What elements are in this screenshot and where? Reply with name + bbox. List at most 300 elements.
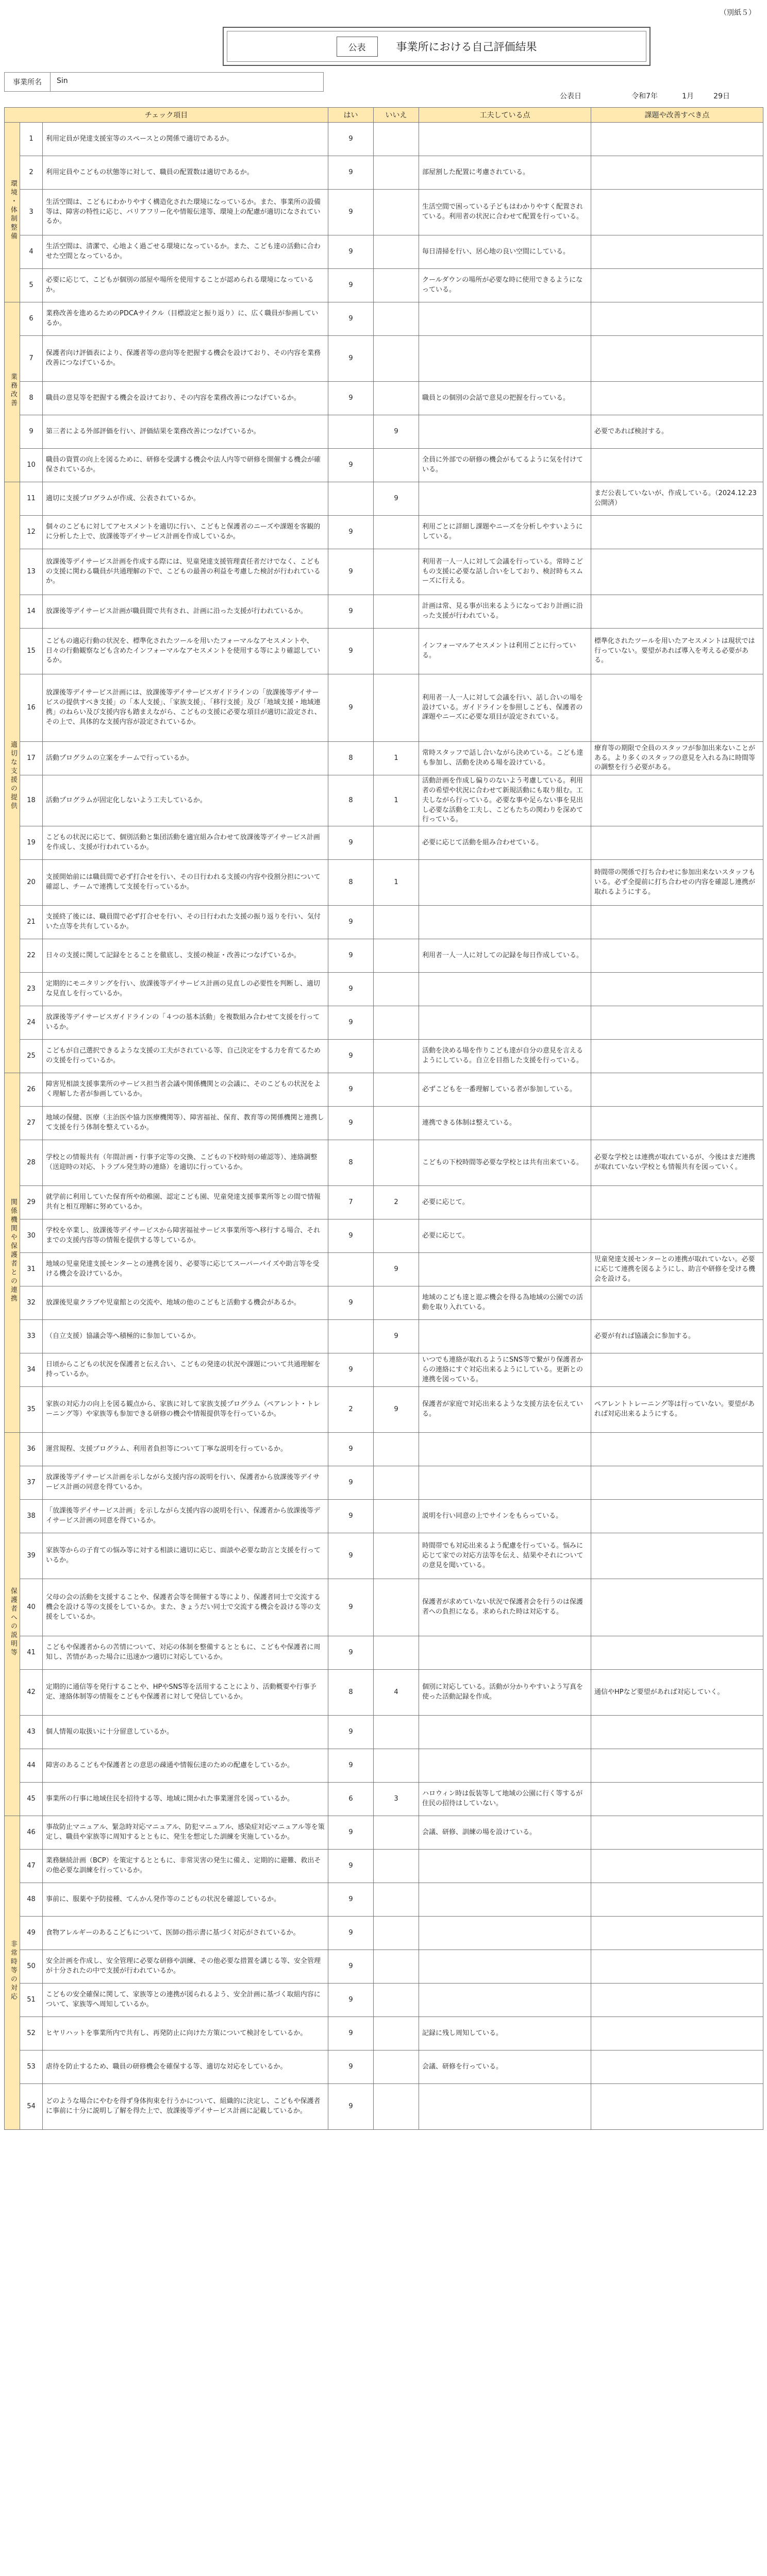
efforts-cell [419, 302, 591, 336]
row-number: 10 [20, 449, 43, 482]
improve-cell [591, 1500, 763, 1533]
row-number: 2 [20, 156, 43, 190]
check-item: 適切に支援プログラムが作成、公表されているか。 [43, 482, 328, 516]
table-row [5, 269, 763, 302]
check-item: 父母の会の活動を支援することや、保護者会等を開催する等により、保護者同士で交流する機会を設ける等の支援をしているか。また、きょうだい同士で交流する機会を設ける等の支援をしているか。 [43, 1579, 328, 1636]
check-item: 職員の資質の向上を図るために、研修を受講する機会や法人内等で研修を開催する機会が確保されているか。 [43, 449, 328, 482]
category-label: 保護者への説明等 [9, 1587, 17, 1658]
check-item: 運営規程、支援プログラム、利用者負担等について丁寧な説明を行っているか。 [43, 1433, 328, 1466]
row-number: 38 [20, 1500, 43, 1533]
evaluation-table [4, 107, 763, 2130]
no-count [374, 1950, 419, 1984]
check-item: 事業所の行事に地域住民を招待する等、地域に開かれた事業運営を図っているか。 [43, 1783, 328, 1816]
efforts-cell: 時間帯でも対応出来るよう配慮を行っている。悩みに応じて家での対応方法等を伝え、結果やそれについての意見を聞いている。 [419, 1533, 591, 1579]
efforts-cell: 部屋割した配置に考慮されている。 [419, 156, 591, 190]
improve-cell [591, 1984, 763, 2017]
check-item: 定期的に通信等を発行することや、HPやSNS等を活用することにより、活動概要や行事予定、連絡体制等の情報をこどもや保護者に対して発信しているか。 [43, 1670, 328, 1716]
efforts-cell [419, 1984, 591, 2017]
yes-count: 9 [328, 1353, 374, 1387]
no-count [374, 1716, 419, 1749]
efforts-cell: 全員に外部での研修の機会がもてるように気を付けている。 [419, 449, 591, 482]
efforts-cell [419, 1883, 591, 1917]
improve-cell [591, 973, 763, 1006]
yes-count: 8 [328, 1670, 374, 1716]
yes-count: 7 [328, 1186, 374, 1219]
check-item: 地域の保健、医療（主治医や協力医療機関等）、障害福祉、保育、教育等の関係機関と連携して支援を行う体制を整えているか。 [43, 1107, 328, 1140]
improve-cell: まだ公表していないが、作成している。（2024.12.23公開済） [591, 482, 763, 516]
improve-cell [591, 1433, 763, 1466]
yes-count: 9 [328, 1950, 374, 1984]
no-count [374, 629, 419, 674]
efforts-cell: 連携できる体制は整えている。 [419, 1107, 591, 1140]
table-row [5, 2017, 763, 2050]
check-item: 学校との情報共有（年間計画・行事予定等の交換、こどもの下校時刻の確認等）、連絡調整（送迎時の対応、トラブル発生時の連絡）を適切に行っているか。 [43, 1140, 328, 1186]
table-header-row [5, 108, 763, 123]
yes-count [328, 1320, 374, 1353]
no-count [374, 939, 419, 973]
efforts-cell: いつでも連絡が取れるようにSNS等で繋がり保護者からの連絡にすぐ対応出来るようにしている。更新との連携を図っている。 [419, 1353, 591, 1387]
improve-cell [591, 1219, 763, 1253]
no-count [374, 269, 419, 302]
yes-count: 6 [328, 1783, 374, 1816]
check-item: 安全計画を作成し、安全管理に必要な研修や訓練、その他必要な措置を講じる等、安全管理が十分されたの中で支援が行われているか。 [43, 1950, 328, 1984]
table-row [5, 156, 763, 190]
no-count: 3 [374, 1783, 419, 1816]
row-number: 36 [20, 1433, 43, 1466]
check-item: 放課後等デイサービス計画を作成する際には、児童発達支援管理責任者だけでなく、こどもの支援に関わる職員が共通理解の下で、こどもの最善の利益を考慮した検討が行われているか。 [43, 549, 328, 595]
yes-count: 9 [328, 1917, 374, 1950]
improve-cell [591, 382, 763, 415]
no-count [374, 1219, 419, 1253]
table-row [5, 549, 763, 595]
publish-date-era-year: 令和7年 [631, 92, 658, 100]
check-item: 事故防止マニュアル、緊急時対応マニュアル、防犯マニュアル、感染症対応マニュアル等を策定し、職員や家族等に周知するとともに、発生を想定した訓練を実施しているか。 [43, 1816, 328, 1850]
improve-cell: ペアレントトレーニング等は行っていない。要望があれば対応出来るようにする。 [591, 1387, 763, 1433]
check-item: 就学前に利用していた保育所や幼稚園、認定こども園、児童発達支援事業所等との間で情報共有と相互理解に努めているか。 [43, 1186, 328, 1219]
improve-cell [591, 1950, 763, 1984]
table-row [5, 1040, 763, 1073]
category-cell [5, 482, 20, 1073]
improve-cell: 必要な学校とは連携が取れているが、今後はまだ連携が取れていない学校とも情報共有を図っていく。 [591, 1140, 763, 1186]
header-no: いいえ [374, 108, 419, 123]
yes-count: 8 [328, 775, 374, 826]
table-row [5, 1186, 763, 1219]
efforts-cell: 職員との個別の会話で意見の把握を行っている。 [419, 382, 591, 415]
check-item: 家族の対応力の向上を図る観点から、家族に対して家族支援プログラム（ペアレント・トレーニング等）や家族等も参加できる研修の機会や情報提供等を行っているか。 [43, 1387, 328, 1433]
row-number: 6 [20, 302, 43, 336]
check-item: 学校を卒業し、放課後等デイサービスから障害福祉サービス事業所等へ移行する場合、それまでの支援内容等の情報を提供する等しているか。 [43, 1219, 328, 1253]
no-count [374, 1984, 419, 2017]
check-item: 定期的にモニタリングを行い、放課後等デイサービス計画の見直しの必要性を判断し、適切な見直しを行っているか。 [43, 973, 328, 1006]
yes-count: 2 [328, 1387, 374, 1433]
check-item: 生活空間は、清潔で、心地よく過ごせる環境になっているか。また、こども達の活動に合わせた空間となっているか。 [43, 235, 328, 269]
row-number: 21 [20, 906, 43, 939]
table-row [5, 826, 763, 860]
table-row [5, 1140, 763, 1186]
yes-count [328, 415, 374, 449]
improve-cell [591, 826, 763, 860]
efforts-cell [419, 1320, 591, 1353]
improve-cell: 時間帯の関係で打ち合わせに参加出来ないスタッフもいる。必ず全提前に打ち合わせの内容を確認し連携が取れるようにする。 [591, 860, 763, 906]
row-number: 7 [20, 336, 43, 382]
row-number: 4 [20, 235, 43, 269]
no-count: 9 [374, 1320, 419, 1353]
improve-cell [591, 1716, 763, 1749]
row-number: 42 [20, 1670, 43, 1716]
efforts-cell [419, 973, 591, 1006]
row-number: 29 [20, 1186, 43, 1219]
efforts-cell [419, 1950, 591, 1984]
check-item: 第三者による外部評価を行い、評価結果を業務改善につなげているか。 [43, 415, 328, 449]
yes-count: 8 [328, 742, 374, 775]
efforts-cell [419, 1917, 591, 1950]
improve-cell [591, 516, 763, 549]
improve-cell [591, 190, 763, 235]
table-row [5, 973, 763, 1006]
check-item: 利用定員やこどもの状態等に対して、職員の配置数は適切であるか。 [43, 156, 328, 190]
improve-cell [591, 595, 763, 629]
row-number: 23 [20, 973, 43, 1006]
table-body [5, 123, 763, 2130]
improve-cell: 通信やHPなど要望があれば対応していく。 [591, 1670, 763, 1716]
no-count [374, 906, 419, 939]
row-number: 24 [20, 1006, 43, 1040]
efforts-cell: 利用ごとに詳細し課題やニーズを分析しやすいようにしている。 [419, 516, 591, 549]
no-count [374, 1500, 419, 1533]
annex-label: （別紙５） [720, 9, 756, 17]
table-row [5, 1006, 763, 1040]
efforts-cell: 必要に応じて。 [419, 1186, 591, 1219]
improve-cell [591, 1006, 763, 1040]
row-number: 33 [20, 1320, 43, 1353]
publish-date-day: 29日 [713, 92, 730, 100]
efforts-cell: 記録に残し周知している。 [419, 2017, 591, 2050]
row-number: 39 [20, 1533, 43, 1579]
improve-cell [591, 1749, 763, 1783]
row-number: 19 [20, 826, 43, 860]
no-count: 9 [374, 1387, 419, 1433]
row-number: 28 [20, 1140, 43, 1186]
no-count [374, 336, 419, 382]
no-count [374, 549, 419, 595]
improve-cell: 必要が有れば協議会に参加する。 [591, 1320, 763, 1353]
row-number: 16 [20, 674, 43, 742]
check-item: 地域の児童発達支援センターとの連携を図り、必要等に応じてスーパーバイズや助言等を受ける機会を設けているか。 [43, 1253, 328, 1286]
efforts-cell [419, 1006, 591, 1040]
table-row [5, 1073, 763, 1107]
table-row [5, 235, 763, 269]
efforts-cell: 会議、研修、訓練の場を設けている。 [419, 1816, 591, 1850]
no-count: 2 [374, 1186, 419, 1219]
no-count: 9 [374, 482, 419, 516]
efforts-cell: 利用者一人一人に対して会議を行い、話し合いの場を設けている。ガイドラインを参照しこども、保護者の課題やニーズに必要な項目が設定されている。 [419, 674, 591, 742]
improve-cell [591, 1040, 763, 1073]
no-count [374, 1533, 419, 1579]
efforts-cell: 活動を決める場を作りこども達が自分の意見を言えるようにしている。自立を目指した支援を行っている。 [419, 1040, 591, 1073]
improve-cell [591, 123, 763, 156]
table-row [5, 1387, 763, 1433]
check-item: 生活空間は、こどもにわかりやすく構造化された環境になっているか。また、事業所の設備等は、障害の特性に応じ、バリアフリー化や情報伝達等、環境上の配慮が適切になされているか。 [43, 190, 328, 235]
no-count [374, 1579, 419, 1636]
table-row [5, 1433, 763, 1466]
row-number: 31 [20, 1253, 43, 1286]
row-number: 50 [20, 1950, 43, 1984]
check-item: ヒヤリハットを事業所内で共有し、再発防止に向けた方策について検討をしているか。 [43, 2017, 328, 2050]
improve-cell: 標準化されたツールを用いたアセスメントは現状では行っていない。要望があれば導入を考える必要がある。 [591, 629, 763, 674]
row-number: 12 [20, 516, 43, 549]
improve-cell [591, 336, 763, 382]
check-item: 個々のこどもに対してアセスメントを適切に行い、こどもと保護者のニーズや課題を客観的に分析した上で、放課後等デイサービス計画を作成しているか。 [43, 516, 328, 549]
row-number: 22 [20, 939, 43, 973]
yes-count [328, 1253, 374, 1286]
header-improve: 課題や改善すべき点 [591, 108, 763, 123]
row-number: 54 [20, 2084, 43, 2130]
improve-cell [591, 156, 763, 190]
row-number: 3 [20, 190, 43, 235]
row-number: 25 [20, 1040, 43, 1073]
table-row [5, 336, 763, 382]
yes-count: 9 [328, 1533, 374, 1579]
no-count: 4 [374, 1670, 419, 1716]
efforts-cell: 地域のこども達と遊ぶ機会を得る為地域の公園での活動を取り入れている。 [419, 1286, 591, 1320]
improve-cell [591, 549, 763, 595]
office-name-label: 事業所名 [4, 72, 51, 92]
improve-cell [591, 269, 763, 302]
yes-count: 9 [328, 190, 374, 235]
check-item: こどもが自己選択できるような支援の工夫がされている等、自己決定をする力を育てるための支援を行っているか。 [43, 1040, 328, 1073]
row-number: 11 [20, 482, 43, 516]
check-item: こどもの安全確保に関して、家族等との連携が図られるよう、安全計画に基づく取組内容について、家族等へ周知しているか。 [43, 1984, 328, 2017]
page-title: 事業所における自己評価結果 [396, 41, 537, 53]
improve-cell [591, 449, 763, 482]
check-item: 放課後等デイサービス計画には、放課後等デイサービスガイドラインの「放課後等デイサービスの提供すべき支援」の「本人支援」、「家族支援」、「移行支援」及び「地域支援・地域連携」のねらい及び支援内容も踏まえながら、こどもの支援に必要な項目が適切に設定され、その上で、具体的な支援内容が設定されているか。 [43, 674, 328, 742]
category-cell [5, 123, 20, 302]
efforts-cell: 会議、研修を行っている。 [419, 2050, 591, 2084]
improve-cell: 必要であれば検討する。 [591, 415, 763, 449]
yes-count: 9 [328, 674, 374, 742]
efforts-cell [419, 482, 591, 516]
yes-count [328, 482, 374, 516]
no-count [374, 1286, 419, 1320]
yes-count: 9 [328, 269, 374, 302]
check-item: 保護者向け評価表により、保護者等の意向等を把握する機会を設けており、その内容を業務改善につなげているか。 [43, 336, 328, 382]
table-row [5, 415, 763, 449]
table-row [5, 1286, 763, 1320]
check-item: 障害のあるこどもや保護者との意思の疎通や情報伝達のための配慮をしているか。 [43, 1749, 328, 1783]
table-row [5, 2084, 763, 2130]
improve-cell [591, 1917, 763, 1950]
yes-count: 9 [328, 449, 374, 482]
no-count: 1 [374, 860, 419, 906]
no-count [374, 516, 419, 549]
yes-count: 8 [328, 1140, 374, 1186]
efforts-cell [419, 1636, 591, 1670]
row-number: 49 [20, 1917, 43, 1950]
check-item: どのような場合にやむを得ず身体拘束を行うかについて、組織的に決定し、こどもや保護者に事前に十分に説明し了解を得た上で、放課後等デイサービス計画に記載しているか。 [43, 2084, 328, 2130]
table-row [5, 1716, 763, 1749]
table-row [5, 1917, 763, 1950]
category-cell [5, 1433, 20, 1816]
improve-cell: 療育等の期限で全員のスタッフが参加出来ないことがある。より多くのスタッフの意見を入れる為に時間等の調整を行う必要がある。 [591, 742, 763, 775]
table-row [5, 1783, 763, 1816]
row-number: 27 [20, 1107, 43, 1140]
improve-cell [591, 1883, 763, 1917]
check-item: 虐待を防止するため、職員の研修機会を確保する等、適切な対応をしているか。 [43, 2050, 328, 2084]
table-row [5, 595, 763, 629]
table-row [5, 1253, 763, 1286]
no-count [374, 1917, 419, 1950]
office-name-value: Sin [51, 72, 324, 92]
efforts-cell: 利用者一人一人に対して会議を行っている。常時こどもの支援に必要な話し合いをしており、検討時もスムーズに行える。 [419, 549, 591, 595]
yes-count: 9 [328, 826, 374, 860]
no-count [374, 302, 419, 336]
table-row [5, 629, 763, 674]
improve-cell [591, 1533, 763, 1579]
table-row [5, 1320, 763, 1353]
no-count [374, 190, 419, 235]
row-number: 45 [20, 1783, 43, 1816]
efforts-cell: 計画は常、見る事が出来るようになっており計画に沿った支援が行われている。 [419, 595, 591, 629]
category-label: 業務改善 [9, 372, 17, 408]
table-row [5, 1579, 763, 1636]
improve-cell [591, 1186, 763, 1219]
check-item: 放課後等デイサービス計画を示しながら支援内容の説明を行い、保護者から放課後等デイサービス計画の同意を得ているか。 [43, 1466, 328, 1500]
no-count [374, 2084, 419, 2130]
yes-count: 9 [328, 235, 374, 269]
table-row [5, 1670, 763, 1716]
category-cell [5, 1816, 20, 2130]
yes-count: 9 [328, 123, 374, 156]
no-count [374, 123, 419, 156]
improve-cell [591, 2084, 763, 2130]
check-item: 障害児相談支援事業所のサービス担当者会議や関係機関との会議に、そのこどもの状況をよく理解した者が参画しているか。 [43, 1073, 328, 1107]
table-row [5, 775, 763, 826]
improve-cell [591, 1353, 763, 1387]
efforts-cell [419, 860, 591, 906]
row-number: 41 [20, 1636, 43, 1670]
row-number: 17 [20, 742, 43, 775]
improve-cell [591, 1636, 763, 1670]
efforts-cell: 保護者が家庭で対応出来るような支援方法を伝えている。 [419, 1387, 591, 1433]
publish-date-label: 公表日 [560, 92, 581, 100]
efforts-cell [419, 1749, 591, 1783]
no-count [374, 1850, 419, 1883]
improve-cell [591, 1816, 763, 1850]
efforts-cell: 説明を行い同意の上でサインをもらっている。 [419, 1500, 591, 1533]
row-number: 26 [20, 1073, 43, 1107]
category-cell [5, 1073, 20, 1433]
improve-cell [591, 1107, 763, 1140]
no-count [374, 1433, 419, 1466]
yes-count: 9 [328, 382, 374, 415]
yes-count: 9 [328, 1286, 374, 1320]
efforts-cell [419, 2084, 591, 2130]
check-item: 業務改善を進めるためのPDCAサイクル（目標設定と振り返り）に、広く職員が参画しているか。 [43, 302, 328, 336]
yes-count: 9 [328, 973, 374, 1006]
yes-count: 9 [328, 2050, 374, 2084]
improve-cell [591, 2017, 763, 2050]
improve-cell [591, 939, 763, 973]
efforts-cell [419, 1466, 591, 1500]
check-item: 「放課後等デイサービス計画」を示しながら支援内容の説明を行い、保護者から放課後等デイサービス計画の同意を得ているか。 [43, 1500, 328, 1533]
table-row [5, 516, 763, 549]
row-number: 20 [20, 860, 43, 906]
table-row [5, 1533, 763, 1579]
publish-date-month: 1月 [682, 92, 694, 100]
check-item: こどもの適応行動の状況を、標準化されたツールを用いたフォーマルなアセスメントや、日々の行動観察なども含めたインフォーマルなアセスメントを使用する等により確認しているか。 [43, 629, 328, 674]
improve-cell [591, 775, 763, 826]
row-number: 34 [20, 1353, 43, 1387]
improve-cell: 児童発達支援センターとの連携が取れていない。必要に応じて連携を図るようにし、助言や研修を受ける機会を設ける。 [591, 1253, 763, 1286]
efforts-cell: クールダウンの場所が必要な時に使用できるようになっている。 [419, 269, 591, 302]
table-row [5, 1816, 763, 1850]
yes-count: 9 [328, 302, 374, 336]
no-count [374, 973, 419, 1006]
no-count [374, 1636, 419, 1670]
improve-cell [591, 1850, 763, 1883]
improve-cell [591, 1579, 763, 1636]
efforts-cell [419, 336, 591, 382]
no-count [374, 595, 419, 629]
row-number: 9 [20, 415, 43, 449]
category-label: 非常時等の対応 [9, 1940, 17, 2002]
efforts-cell: 活動計画を作成し偏りのないよう考慮している。利用者の希望や状況に合わせて新規活動にも取り組む。工夫しながら行っている。必要な事や足らない事を見出し必要な活動を工夫し、こどもたちの関わりを深めて行っている。 [419, 775, 591, 826]
check-item: こどもや保護者からの苦情について、対応の体制を整備するとともに、こどもや保護者に周知し、苦情があった場合に迅速かつ適切に対応しているか。 [43, 1636, 328, 1670]
check-item: 活動プログラムの立案をチームで行っているか。 [43, 742, 328, 775]
check-item: 食物アレルギーのあるこどもについて、医師の指示書に基づく対応がされているか。 [43, 1917, 328, 1950]
header-yes: はい [328, 108, 374, 123]
no-count [374, 674, 419, 742]
yes-count: 9 [328, 1579, 374, 1636]
efforts-cell: 必ずこどもを一番理解している者が参加している。 [419, 1073, 591, 1107]
check-item: 業務継続計画（BCP）を策定するとともに、非常災害の発生に備え、定期的に避難、救出その他必要な訓練を行っているか。 [43, 1850, 328, 1883]
no-count [374, 1107, 419, 1140]
yes-count: 9 [328, 906, 374, 939]
no-count [374, 1073, 419, 1107]
no-count [374, 1006, 419, 1040]
yes-count: 9 [328, 1219, 374, 1253]
header-item: チェック項目 [5, 108, 328, 123]
table-row [5, 123, 763, 156]
title-inner [227, 31, 646, 62]
row-number: 1 [20, 123, 43, 156]
improve-cell [591, 1466, 763, 1500]
category-label: 適切な支援の提供 [9, 740, 17, 811]
row-number: 53 [20, 2050, 43, 2084]
check-item: 日頃からこどもの状況を保護者と伝え合い、こどもの発達の状況や課題について共通理解を持っているか。 [43, 1353, 328, 1387]
no-count [374, 1816, 419, 1850]
table-row [5, 1749, 763, 1783]
row-number: 44 [20, 1749, 43, 1783]
yes-count: 9 [328, 1883, 374, 1917]
yes-count: 9 [328, 1716, 374, 1749]
row-number: 48 [20, 1883, 43, 1917]
efforts-cell: 生活空間で困っている子どもはわかりやすく配置されている。利用者の状況に合わせて配置を行っている。 [419, 190, 591, 235]
no-count [374, 1749, 419, 1783]
category-label: 関係機関や保護者との連携 [9, 1198, 17, 1304]
improve-cell [591, 674, 763, 742]
yes-count: 9 [328, 2084, 374, 2130]
check-item: 支援終了後には、職員間で必ず打合せを行い、その日行われた支援の振り返りを行い、気付いた点等を共有しているか。 [43, 906, 328, 939]
table-row [5, 939, 763, 973]
no-count [374, 2050, 419, 2084]
row-number: 40 [20, 1579, 43, 1636]
table-row [5, 302, 763, 336]
row-number: 32 [20, 1286, 43, 1320]
no-count [374, 2017, 419, 2050]
row-number: 46 [20, 1816, 43, 1850]
yes-count: 9 [328, 1006, 374, 1040]
